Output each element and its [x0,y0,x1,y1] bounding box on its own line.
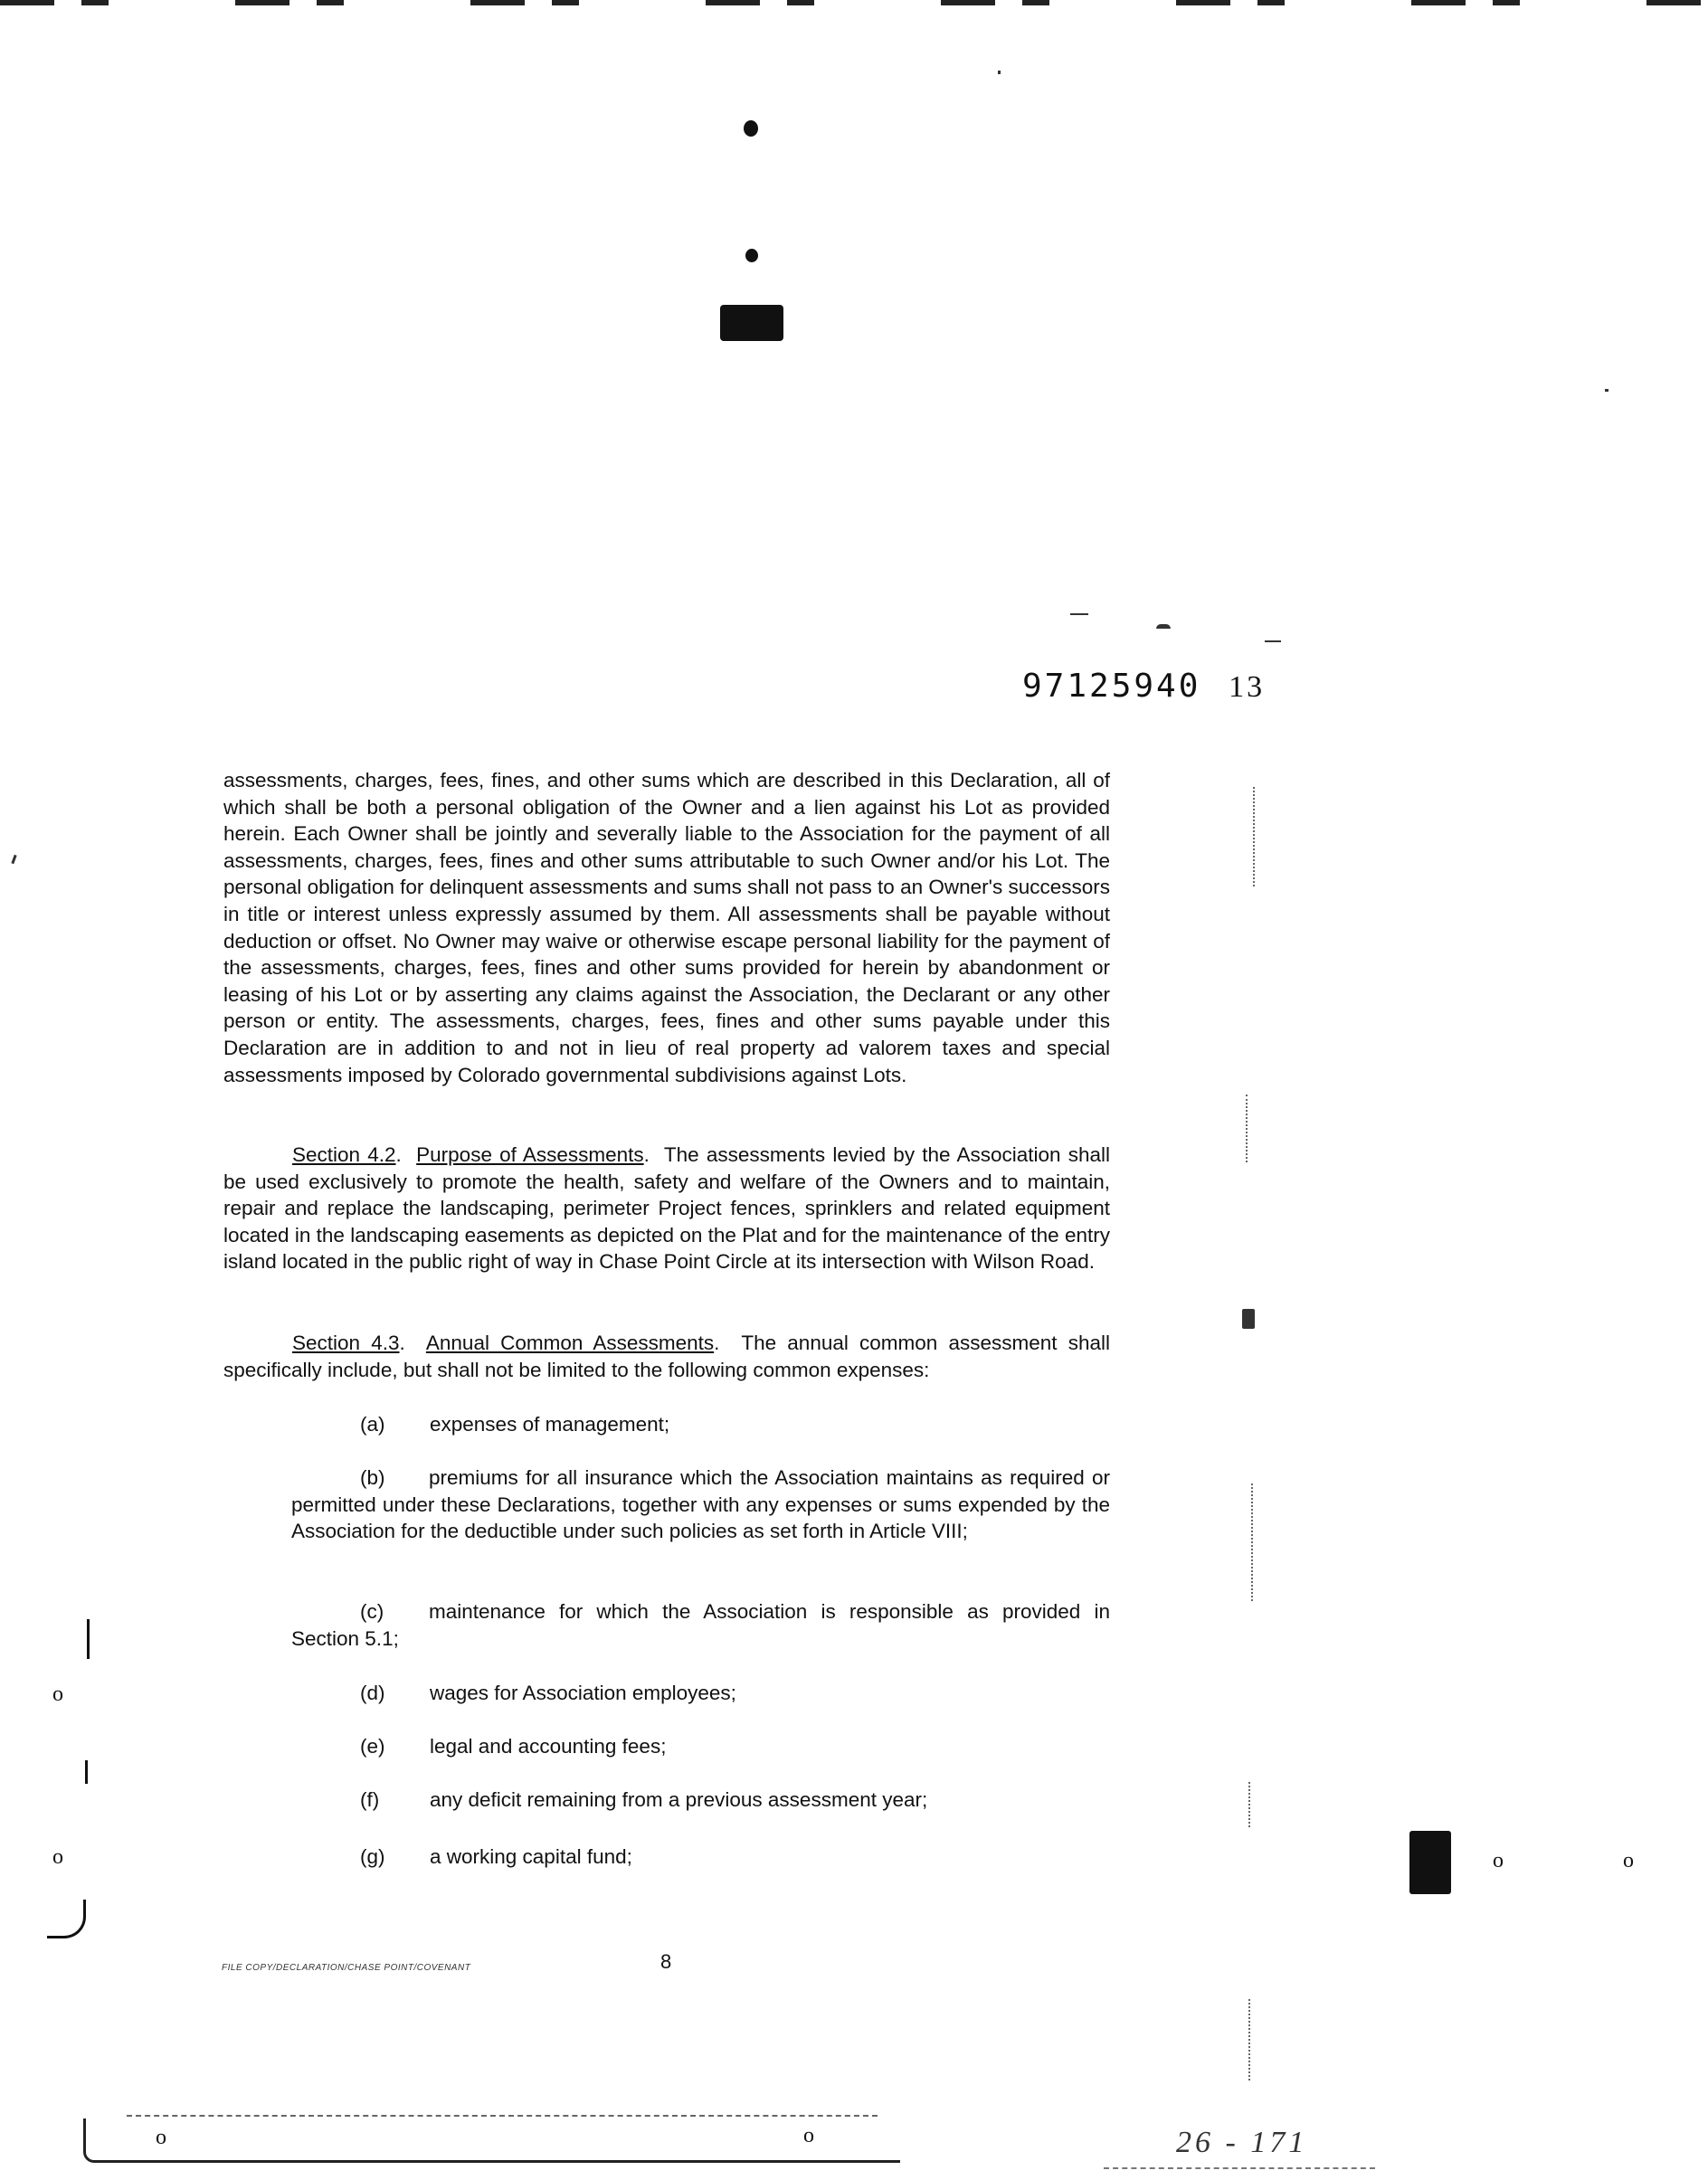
list-item-label: (e) [360,1735,385,1758]
margin-mark [1248,1782,1252,1827]
list-item [360,1411,1111,1438]
scan-speck [1242,1309,1255,1329]
list-item [360,1680,1111,1707]
left-margin-hook [47,1900,86,1938]
list-item-text: legal and accounting fees; [430,1735,667,1758]
scan-bottom-dashes [1104,2167,1375,2169]
margin-mark [1253,787,1257,886]
punch-hole [720,305,783,341]
margin-o-mark: o [52,1682,63,1706]
list-item-label: (b) [360,1466,385,1489]
bottom-o-mark: o [156,2126,166,2149]
list-item [360,1844,1111,1871]
scan-speck [1605,389,1608,392]
section-4-2-body: The assessments levied by the Association shall be used exclusively to promote the health, safety and welfare of the Owners and to maintain, repair and replace the landscaping, perimeter Project fences, sprinklers and related equipment located in the landscaping easements as depicted on the Plat and for the maintenance of the entry island located in the public right of way in Chase Point Circle at its intersection with Wilson Road. [223,1143,1111,1274]
document-number [1022,668,1265,705]
document-number-value: 97125940 [1022,668,1201,705]
left-margin-bracket [80,1619,90,1659]
list-item [360,1787,1111,1814]
section-4-2-number: Section 4.2 [292,1143,396,1166]
page-number: 8 [660,1950,672,1973]
document-number-suffix: 13 [1229,670,1266,704]
scan-speck [11,855,16,864]
list-item-label: (c) [360,1600,384,1623]
margin-scrawl: 26 - 171 [1176,2126,1308,2159]
scan-speck [1070,613,1088,615]
list-item-text: premiums for all insurance which the Association maintains as required or permitted under these Declarations, together with any expenses or sums expended by the Association for the deductible under such policies as set forth in Article VIII; [291,1466,1110,1543]
scan-top-edge [0,0,1708,5]
punch-hole [744,120,758,137]
list-item-label: (f) [360,1788,380,1811]
section-4-3: Section 4.3. Annual Common Assessments. The annual common assessment shall specifically include, but shall not be limited to the following common expenses: [223,1332,1110,1381]
margin-o-mark: o [52,1845,63,1869]
list-item-text: expenses of management; [430,1413,670,1436]
margin-o-mark: o [1493,1849,1504,1872]
section-4-3-title: Annual Common Assessments [425,1332,715,1354]
list-item-text: maintenance for which the Association is responsible as provided in Section 5.1; [291,1600,1110,1650]
list-item-label: (a) [360,1413,385,1436]
left-margin-tick [85,1760,88,1784]
list-item-text: any deficit remaining from a previous assessment year; [430,1788,928,1811]
list-item-text: wages for Association employees; [430,1682,736,1704]
section-4-3-body: The annual common assessment shall specifically include, but shall not be limited to the following common expenses: [223,1332,1110,1381]
list-item-text: a working capital fund; [430,1845,632,1868]
margin-mark [1248,1999,1252,2080]
scan-bottom-bracket [83,2118,900,2163]
list-item-label: (d) [360,1682,385,1704]
scan-block [1409,1831,1451,1894]
scan-speck [1156,624,1171,629]
scan-speck [998,71,1001,74]
margin-mark [1251,1483,1255,1601]
section-4-2-title: Purpose of Assessments [416,1143,644,1166]
list-item [291,1598,1110,1652]
punch-hole [745,249,758,262]
margin-o-mark: o [1623,1849,1634,1872]
paragraph-assessment-obligation: assessments, charges, fees, fines, and other sums which are described in this Declaration, all of which shall be both a personal obligation of the Owner and a lien against his Lot as provided herein. Each Owner shall be jointly and severally liable to the Association for the payment of all assessments, charges, fees, fines and other sums attributable to such Owner and/or his Lot. The personal obligation for delinquent assessments and sums shall not pass to an Owner's successors in title or interest unless expressly assumed by them. All assessments shall be payable without deduction or offset. No Owner may waive or otherwise escape personal liability for the payment of the assessments, charges, fees, fines and other sums provided for herein by abandonment or leasing of his Lot or by asserting any claims against the Association, the Declarant or any other person or entity. The assessments, charges, fees, fines and other sums payable under this Declaration are in addition to and not in lieu of real property ad valorem taxes and special assessments imposed by Colorado governmental subdivisions against Lots. [223,769,1110,1086]
scan-speck [1265,640,1281,642]
scan-bottom-dashes [127,2115,878,2117]
margin-mark [1246,1095,1249,1162]
list-item [360,1733,1111,1760]
list-item-label: (g) [360,1845,385,1868]
bottom-o-mark: o [803,2124,814,2147]
footer-file-stamp: FILE COPY/DECLARATION/CHASE POINT/COVENANT [222,1963,471,1973]
section-4-3-number: Section 4.3 [292,1332,400,1354]
section-4-2: Section 4.2. Purpose of Assessments. The assessments levied by the Association shall be used exclusively to promote the health, safety and welfare of the Owners and to maintain, repair and replace the landscaping, perimeter Project fences, sprinklers and related equipment located in the landscaping easements as depicted on the Plat and for the maintenance of the entry island located in the public right of way in Chase Point Circle at its intersection with Wilson Road. [223,1143,1111,1274]
list-item [291,1464,1110,1545]
